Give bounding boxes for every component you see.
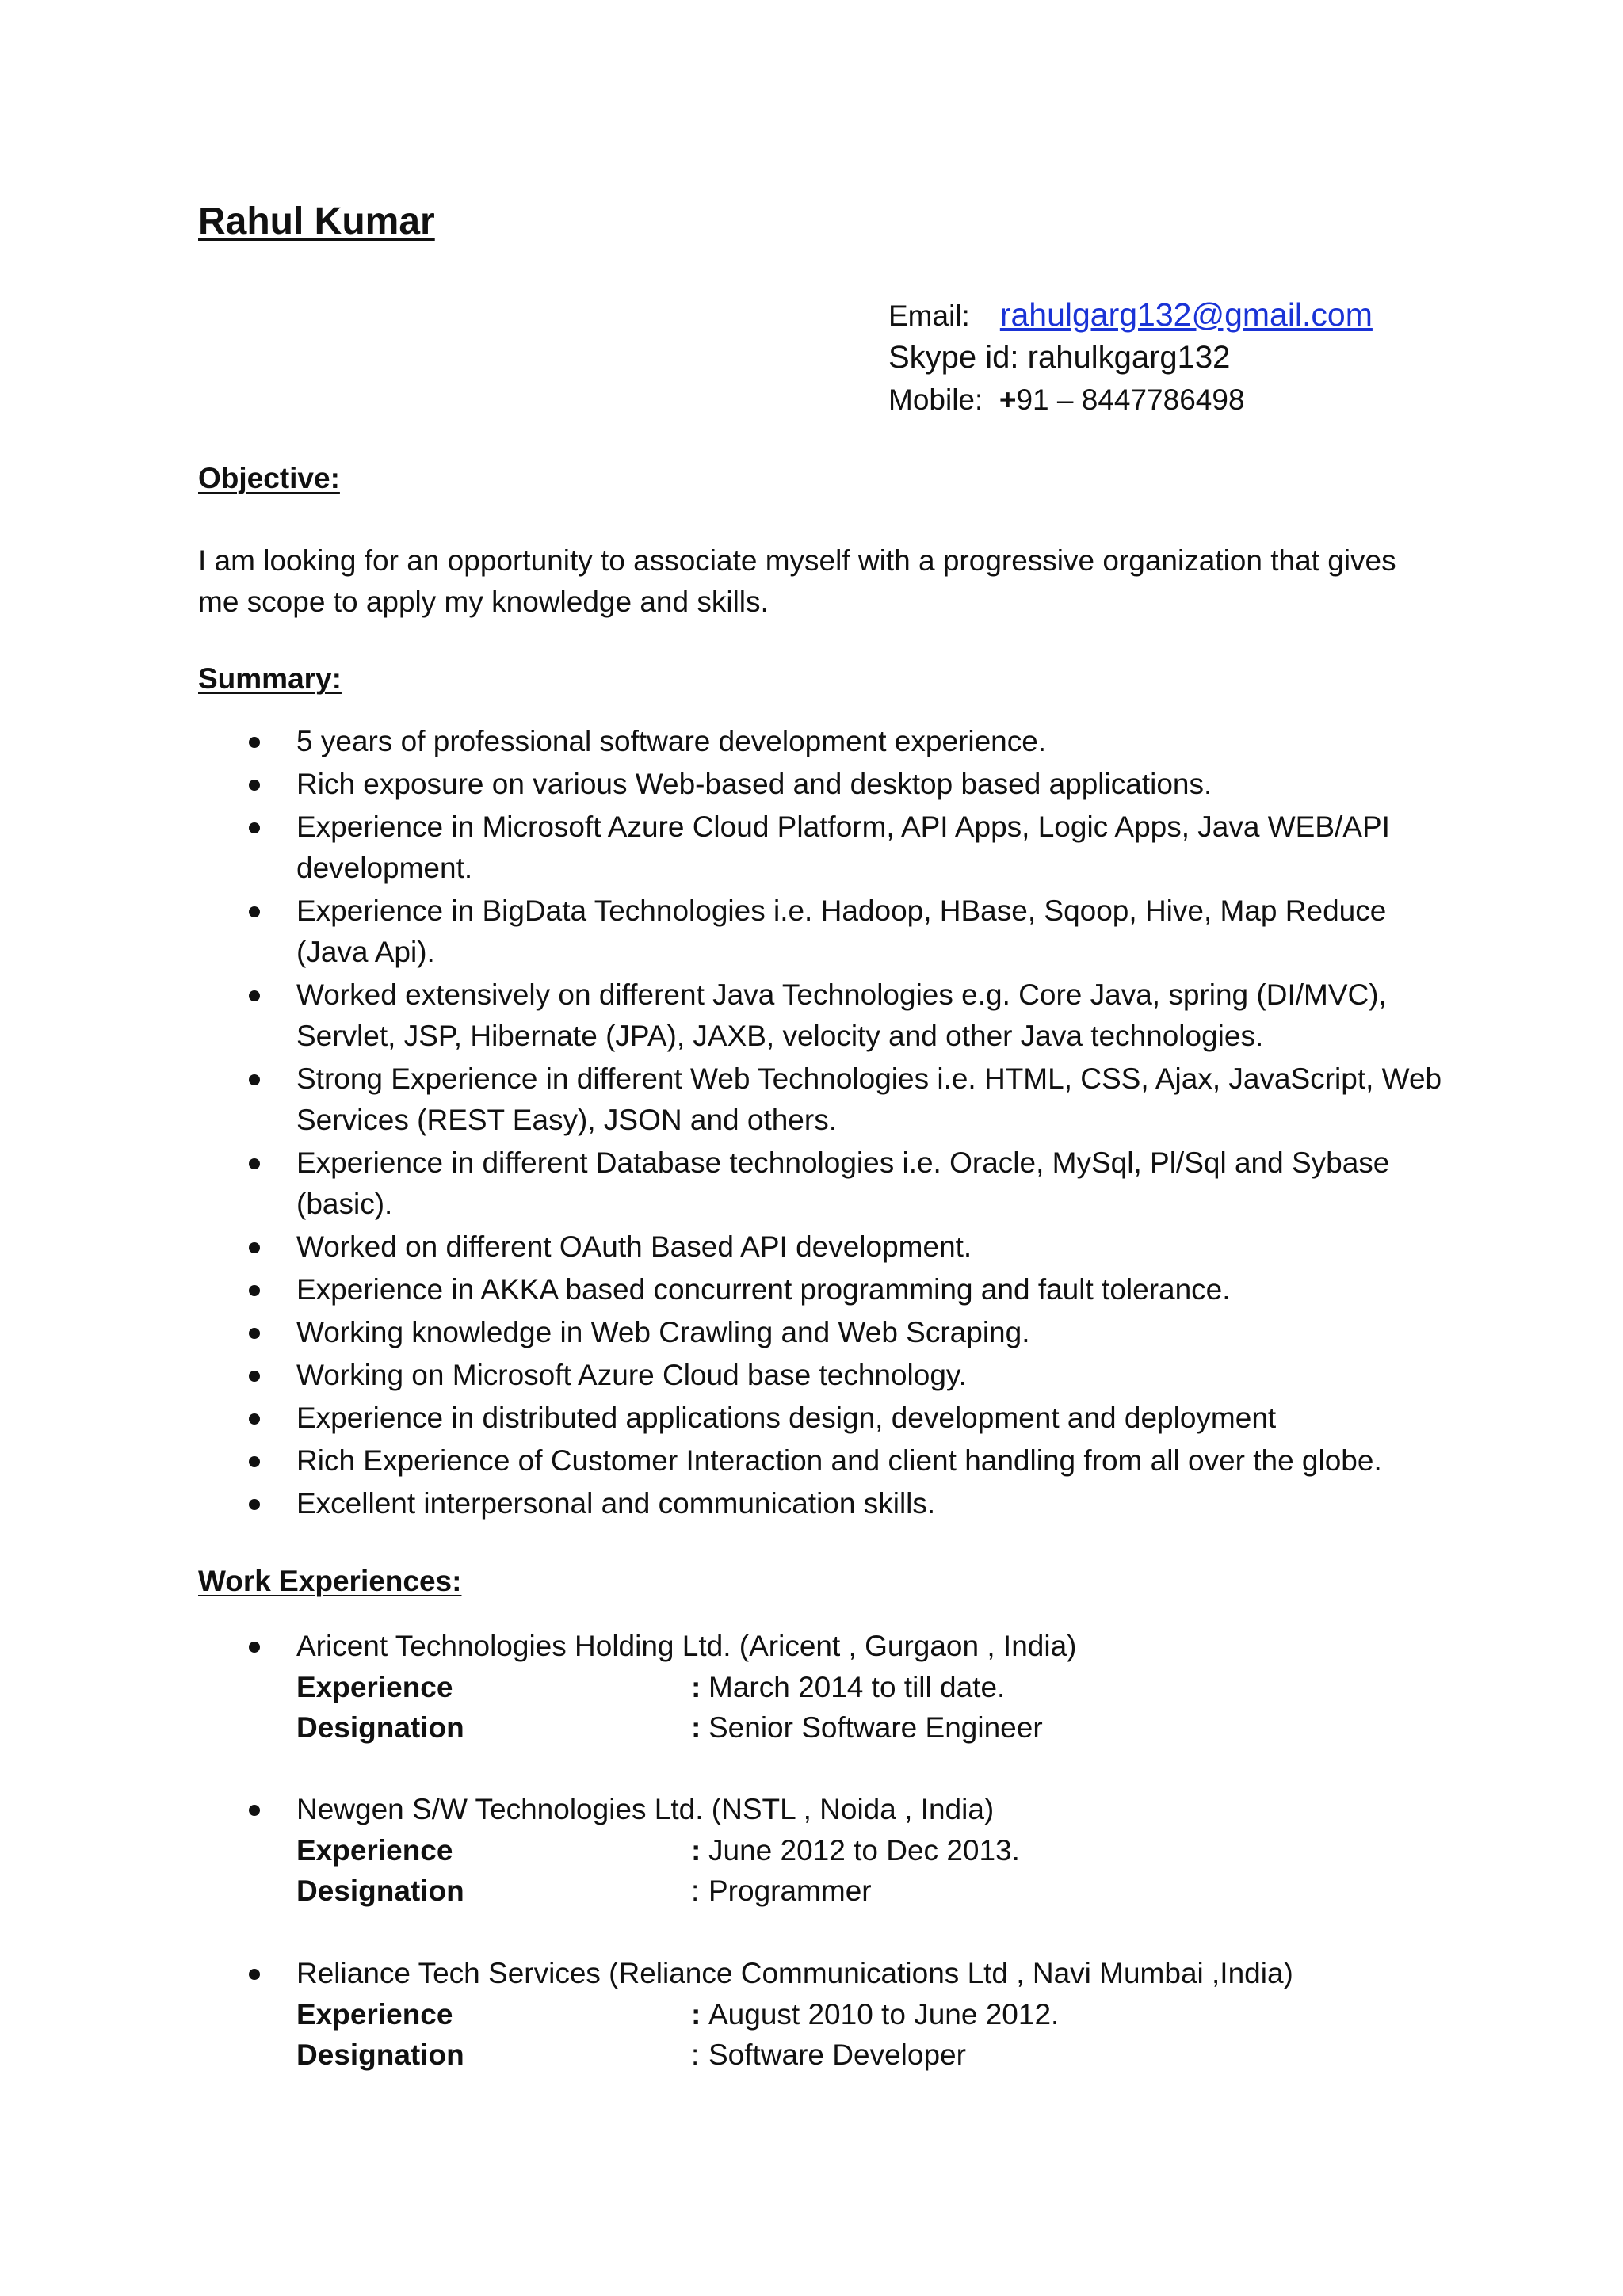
- job-company: Newgen S/W Technologies Ltd. (NSTL , Noida , India): [198, 1789, 1466, 1830]
- list-item: Excellent interpersonal and communication skills.: [198, 1483, 1466, 1524]
- job-designation-row: [198, 1871, 1466, 1911]
- colon: :: [691, 1875, 700, 1907]
- experience-value: March 2014 to till date.: [708, 1671, 1006, 1703]
- list-item: Rich exposure on various Web-based and desktop based applications.: [198, 764, 1466, 805]
- bullet-icon: [249, 1499, 260, 1510]
- summary-heading: Summary:: [198, 662, 342, 695]
- bullet-icon: [249, 1285, 260, 1296]
- contact-block: [888, 293, 1373, 421]
- bullet-icon: [249, 906, 260, 917]
- colon: :: [691, 1998, 701, 2031]
- list-item: Rich Experience of Customer Interaction and client handling from all over the globe.: [198, 1440, 1466, 1482]
- list-item: Experience in distributed applications design, development and deployment: [198, 1398, 1466, 1439]
- job-experience-row: [198, 1667, 1466, 1707]
- designation-value: Software Developer: [708, 2039, 966, 2071]
- bullet-icon: [249, 1158, 260, 1169]
- experience-value: August 2010 to June 2012.: [708, 1998, 1060, 2031]
- list-item: Working knowledge in Web Crawling and Web Scraping.: [198, 1312, 1466, 1353]
- list-item: Working on Microsoft Azure Cloud base technology.: [198, 1355, 1466, 1396]
- list-item: Experience in BigData Technologies i.e. Hadoop, HBase, Sqoop, Hive, Map Reduce (Java Api).: [198, 891, 1466, 973]
- mobile-prefix: +: [999, 383, 1017, 416]
- bullet-icon: [249, 780, 260, 791]
- colon: :: [691, 2039, 700, 2071]
- job-designation-row: [198, 1707, 1466, 1748]
- work-heading: Work Experiences:: [198, 1565, 462, 1597]
- job-company: Aricent Technologies Holding Ltd. (Aricent , Gurgaon , India): [198, 1626, 1466, 1667]
- candidate-name: Rahul Kumar: [198, 200, 435, 242]
- designation-label: Designation: [296, 1711, 464, 1744]
- job-experience-row: [198, 1994, 1466, 2035]
- job-experience-row: [198, 1830, 1466, 1871]
- summary-list: [198, 721, 1466, 1526]
- list-item: 5 years of professional software development experience.: [198, 721, 1466, 762]
- experience-label: Experience: [296, 1998, 453, 2031]
- skype-id: Skype id: rahulkgarg132: [888, 340, 1231, 375]
- job-company: Reliance Tech Services (Reliance Communications Ltd , Navi Mumbai ,India): [198, 1953, 1466, 1994]
- bullet-icon: [249, 1371, 260, 1382]
- colon: :: [691, 1711, 701, 1744]
- list-item: Experience in Microsoft Azure Cloud Platform, API Apps, Logic Apps, Java WEB/API development.: [198, 807, 1466, 889]
- bullet-icon: [249, 1805, 260, 1816]
- colon: :: [691, 1834, 701, 1867]
- bullet-icon: [249, 1074, 260, 1085]
- designation-value: Senior Software Engineer: [708, 1711, 1043, 1744]
- experience-value: June 2012 to Dec 2013.: [708, 1834, 1020, 1867]
- objective-text: I am looking for an opportunity to associate myself with a progressive organization that gives me scope to apply my knowledge and skills.: [198, 544, 1396, 618]
- colon: :: [691, 1671, 701, 1703]
- job-entry-newgen: [198, 1789, 1466, 1911]
- experience-label: Experience: [296, 1834, 453, 1867]
- bullet-icon: [249, 990, 260, 1001]
- email-link[interactable]: rahulgarg132@gmail.com: [999, 296, 1373, 333]
- bullet-icon: [249, 1642, 260, 1653]
- bullet-icon: [249, 822, 260, 833]
- list-item: Experience in AKKA based concurrent programming and fault tolerance.: [198, 1269, 1466, 1310]
- bullet-icon: [249, 1328, 260, 1339]
- experience-label: Experience: [296, 1671, 453, 1703]
- list-item: Worked extensively on different Java Technologies e.g. Core Java, spring (DI/MVC), Servlet, JSP, Hibernate (JPA), JAXB, velocity and other Java technologies.: [198, 974, 1466, 1057]
- list-item: Strong Experience in different Web Technologies i.e. HTML, CSS, Ajax, JavaScript, Web Services (REST Easy), JSON and others.: [198, 1058, 1466, 1141]
- job-entry-aricent: [198, 1626, 1466, 1748]
- mobile-number: 91 – 8447786498: [1016, 383, 1245, 416]
- mobile-row: [888, 379, 1373, 421]
- email-label: Email:: [888, 299, 970, 332]
- objective-heading: Objective:: [198, 462, 340, 494]
- designation-label: Designation: [296, 2039, 464, 2071]
- job-entry-reliance: [198, 1953, 1466, 2075]
- bullet-icon: [249, 1969, 260, 1980]
- job-designation-row: [198, 2035, 1466, 2075]
- bullet-icon: [249, 1456, 260, 1467]
- list-item: Experience in different Database technologies i.e. Oracle, MySql, Pl/Sql and Sybase (basic).: [198, 1142, 1466, 1225]
- designation-label: Designation: [296, 1875, 464, 1907]
- bullet-icon: [249, 737, 260, 748]
- bullet-icon: [249, 1413, 260, 1425]
- designation-value: Programmer: [708, 1875, 872, 1907]
- list-item: Worked on different OAuth Based API development.: [198, 1226, 1466, 1268]
- mobile-label: Mobile:: [888, 383, 983, 416]
- email-row: [888, 293, 1373, 336]
- bullet-icon: [249, 1242, 260, 1253]
